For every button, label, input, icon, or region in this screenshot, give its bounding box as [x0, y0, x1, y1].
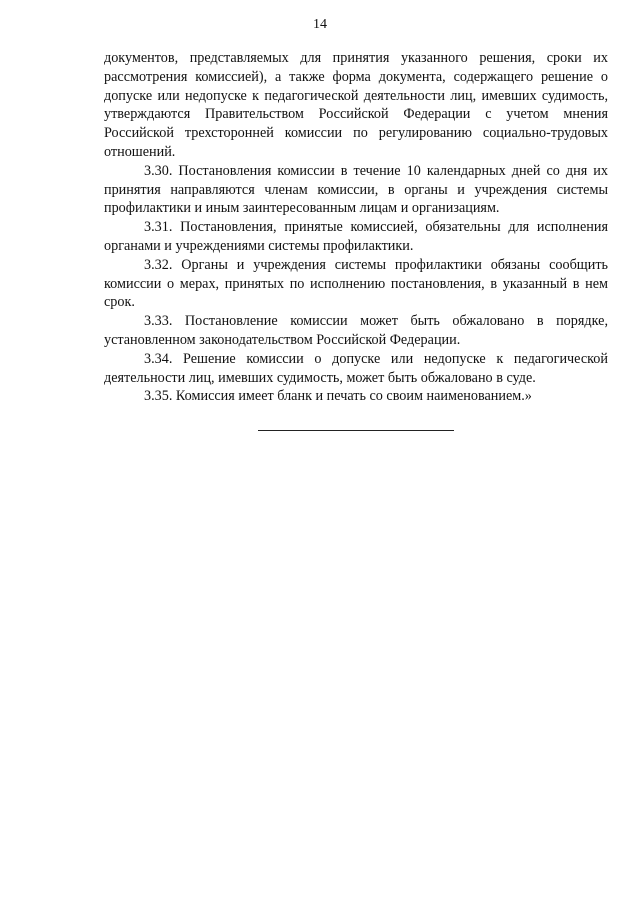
end-separator-line: [258, 430, 454, 431]
paragraph-3-35: 3.35. Комиссия имеет бланк и печать со своим наименованием.»: [144, 388, 532, 405]
paragraph-3-34: 3.34. Решение комиссии о допуске или недопуске к педагогической деятельности лиц, имевших судимость, может быть обжаловано в суде.: [104, 350, 608, 386]
page-number: 14: [313, 17, 327, 32]
paragraph-3-30: 3.30. Постановления комиссии в течение 10 календарных дней со дня их принятия направляются членам комиссии, в органы и учреждения системы профилактики и иным заинтересованным лицам и организациям.: [104, 162, 608, 217]
paragraph-3-32: 3.32. Органы и учреждения системы профилактики обязаны сообщить комиссии о мерах, принятых по исполнению постановления, в указанный в нем срок.: [104, 256, 608, 311]
paragraph-3-33: 3.33. Постановление комиссии может быть обжаловано в порядке, установленном законодательством Российской Федерации.: [104, 313, 608, 348]
paragraph-continuation: документов, представляемых для принятия указанного решения, сроки их рассмотрения комиссией), а также форма документа, содержащего решение о допуске или недопуске к педагогической деятельности лиц, имевших судимость, утверждаются Правительством Российской Федерации с учетом мнения Российской трехсторонней комиссии по регулированию социально-трудовых отношений.: [104, 50, 608, 160]
paragraph-3-31: 3.31. Постановления, принятые комиссией, обязательны для исполнения органами и учреждениями системы профилактики.: [104, 219, 608, 254]
document-body: [104, 49, 608, 406]
